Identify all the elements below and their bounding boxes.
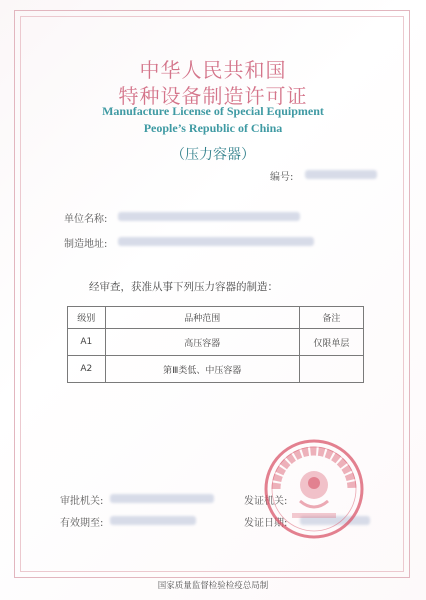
title-en-line1: Manufacture License of Special Equipment	[102, 104, 324, 118]
intro-text: 经审查，获准从事下列压力容器的制造：	[89, 281, 278, 293]
unit-name-value-redacted	[118, 212, 300, 221]
approval-org-label: 审批机关:	[60, 496, 104, 507]
unit-name-label: 单位名称:	[64, 214, 108, 225]
table-header-row	[68, 307, 364, 329]
row2-level: A2	[68, 356, 106, 383]
header-level: 级别	[68, 307, 106, 329]
row2-remark	[299, 356, 363, 383]
row1-level: A1	[68, 329, 106, 356]
table-row	[68, 356, 364, 383]
title-cn-line2: 特种设备制造许可证	[118, 84, 308, 108]
table-row	[68, 329, 364, 356]
scope-table	[67, 306, 364, 383]
address-value-redacted	[118, 237, 314, 246]
title-en-line2: People’s Republic of China	[143, 121, 283, 135]
validity-label: 有效期至:	[60, 518, 104, 529]
title-cn-line1: 中华人民共和国	[139, 58, 287, 82]
address-label: 制造地址:	[64, 239, 108, 250]
issuing-date-label: 发证日期:	[244, 518, 288, 529]
issuing-org-label: 发证机关:	[244, 496, 288, 507]
approval-org-value-redacted	[110, 494, 214, 503]
number-value-redacted	[305, 170, 377, 179]
certificate-subtitle: （压力容器）	[171, 147, 255, 163]
validity-value-redacted	[110, 516, 196, 525]
header-scope: 品种范围	[105, 307, 299, 329]
row1-remark: 仅限单层	[299, 329, 363, 356]
official-seal-icon	[262, 437, 366, 541]
number-label: 编号:	[270, 172, 294, 183]
header-remark: 备注	[299, 307, 363, 329]
footer-issuer: 国家质量监督检验检疫总局制	[157, 581, 269, 591]
row1-scope: 高压容器	[105, 329, 299, 356]
row2-scope: 第Ⅲ类低、中压容器	[105, 356, 299, 383]
